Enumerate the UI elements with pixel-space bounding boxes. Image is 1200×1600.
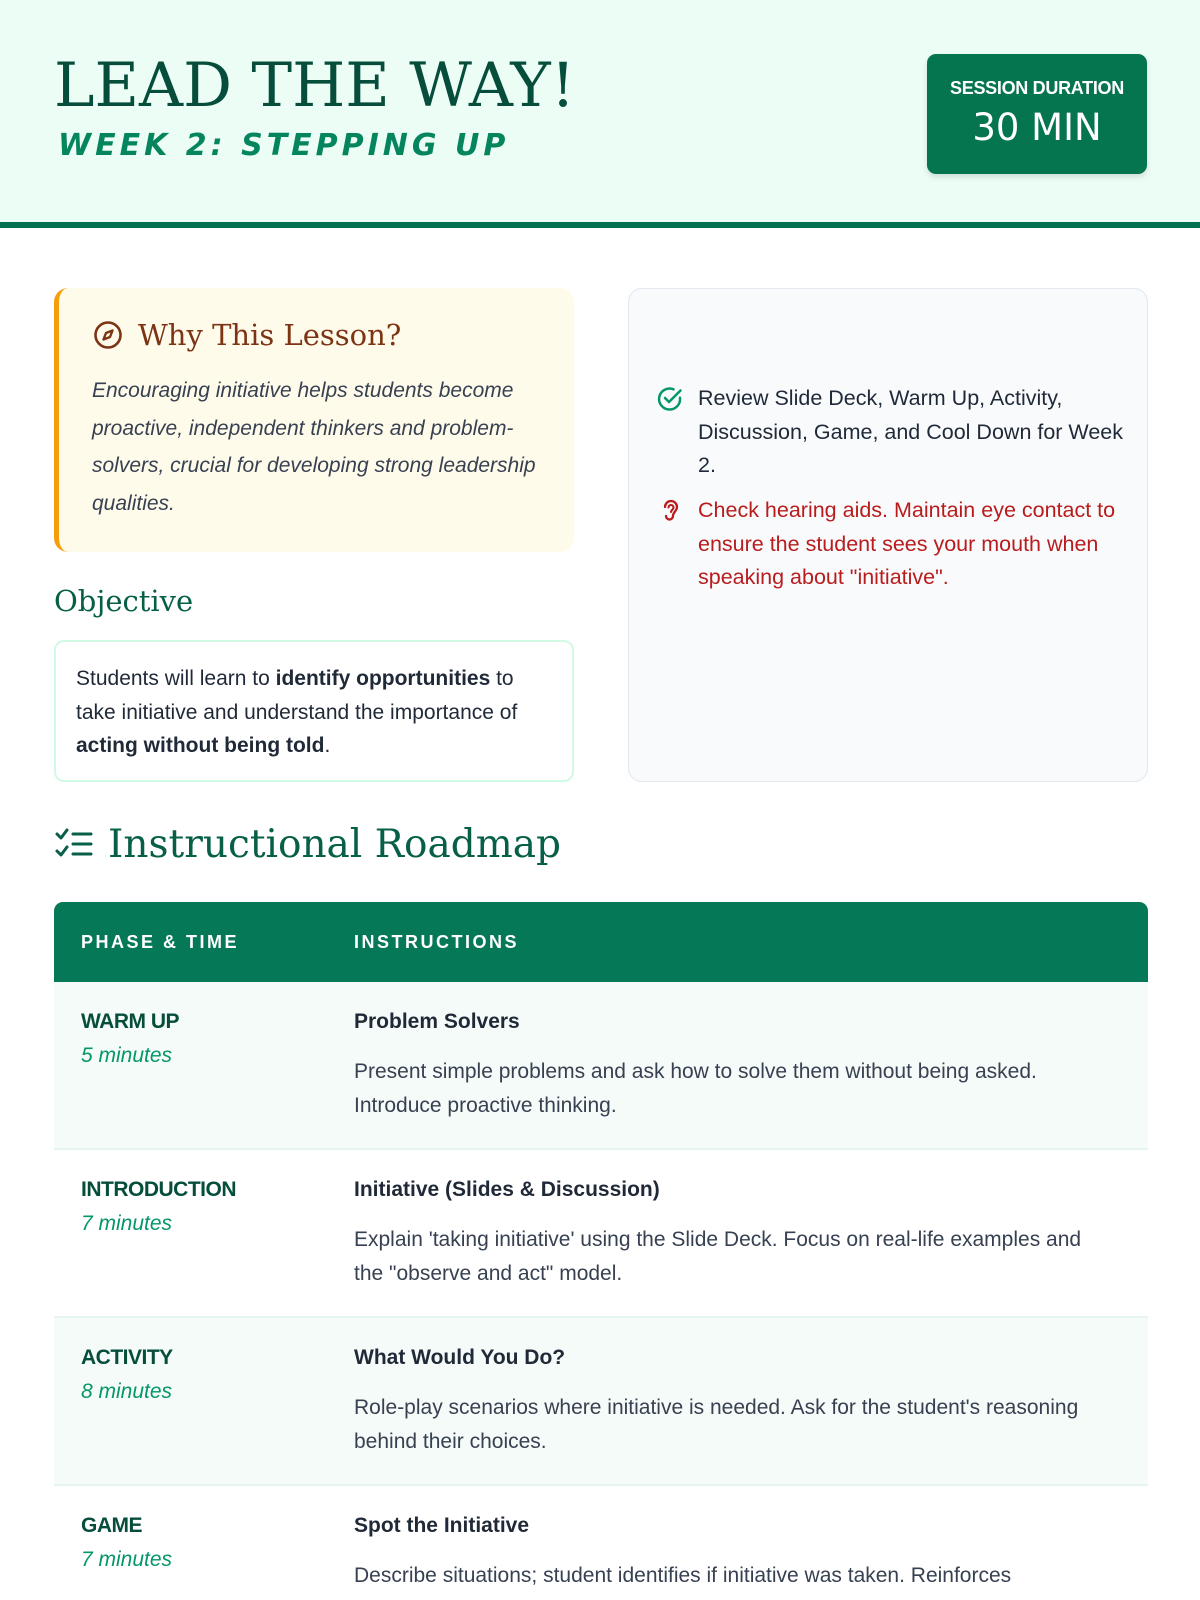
phase-time: 7 minutes	[81, 1548, 173, 1571]
column-header-phase: PHASE & TIME	[81, 932, 240, 952]
instruction-description: Role-play scenarios where initiative is needed. Ask for the student's reasoning behind their choices.	[354, 1396, 1079, 1453]
roadmap-table	[54, 902, 1148, 1600]
phase-time: 5 minutes	[81, 1044, 173, 1067]
compass-icon	[92, 319, 124, 351]
checklist-item-alert	[656, 494, 1126, 595]
column-header-instructions: INSTRUCTIONS	[354, 932, 519, 952]
phase-time: 7 minutes	[81, 1212, 173, 1235]
list-checks-icon	[54, 825, 94, 865]
page-header	[0, 0, 1200, 228]
ear-icon	[656, 497, 684, 525]
page-title: LEAD THE WAY!	[54, 50, 576, 121]
why-heading	[92, 318, 401, 352]
table-header	[54, 902, 1148, 982]
roadmap-heading-text: Instructional Roadmap	[108, 822, 561, 867]
why-heading-text: Why This Lesson?	[138, 318, 402, 352]
objective-text-part: Students will learn to	[76, 667, 276, 690]
phase-name: WARM UP	[81, 1010, 179, 1033]
instruction-title: What Would You Do?	[354, 1346, 566, 1369]
objective-text	[76, 662, 556, 763]
instruction-description: Describe situations; student identifies if initiative was taken. Reinforces	[354, 1564, 1012, 1587]
checklist-item-alert-text: Check hearing aids. Maintain eye contact to ensure the student sees your mouth when speaking about "initiative".	[698, 498, 1116, 589]
checklist-item-text: Review Slide Deck, Warm Up, Activity, Discussion, Game, and Cool Down for Week 2.	[698, 386, 1124, 477]
session-duration-badge	[927, 54, 1147, 174]
checklist-item	[656, 382, 1126, 483]
phase-name: ACTIVITY	[81, 1346, 173, 1369]
table-row	[54, 982, 1148, 1150]
phase-name: INTRODUCTION	[81, 1178, 236, 1201]
table-row	[54, 1150, 1148, 1318]
objective-text-part: to take initiative and understand the importance of	[76, 667, 518, 724]
phase-name: GAME	[81, 1514, 142, 1537]
objective-heading: Objective	[54, 584, 194, 618]
why-body: Encouraging initiative helps students become proactive, independent thinkers and problem-solvers, crucial for developing strong leadership qualities.	[92, 379, 536, 515]
instruction-title: Problem Solvers	[354, 1010, 520, 1033]
page-subtitle: WEEK 2: STEPPING UP	[58, 128, 510, 163]
duration-value: 30 MIN	[972, 106, 1102, 149]
instruction-description: Explain 'taking initiative' using the Slide Deck. Focus on real-life examples and the "observe and act" model.	[354, 1228, 1082, 1285]
objective-emphasis: identify opportunities	[275, 667, 491, 690]
check-circle-icon	[656, 385, 684, 413]
roadmap-heading	[54, 822, 561, 867]
instruction-title: Initiative (Slides & Discussion)	[354, 1178, 660, 1201]
phase-time: 8 minutes	[81, 1380, 173, 1403]
objective-box	[54, 640, 574, 782]
table-row	[54, 1318, 1148, 1486]
instruction-description: Present simple problems and ask how to solve them without being asked. Introduce proactive thinking.	[354, 1060, 1037, 1117]
table-row	[54, 1486, 1148, 1600]
objective-text-part: .	[324, 734, 331, 757]
instruction-title: Spot the Initiative	[354, 1514, 530, 1537]
why-this-lesson-card	[54, 288, 574, 552]
duration-label: SESSION DURATION	[950, 78, 1124, 98]
objective-emphasis: acting without being told	[76, 734, 325, 757]
